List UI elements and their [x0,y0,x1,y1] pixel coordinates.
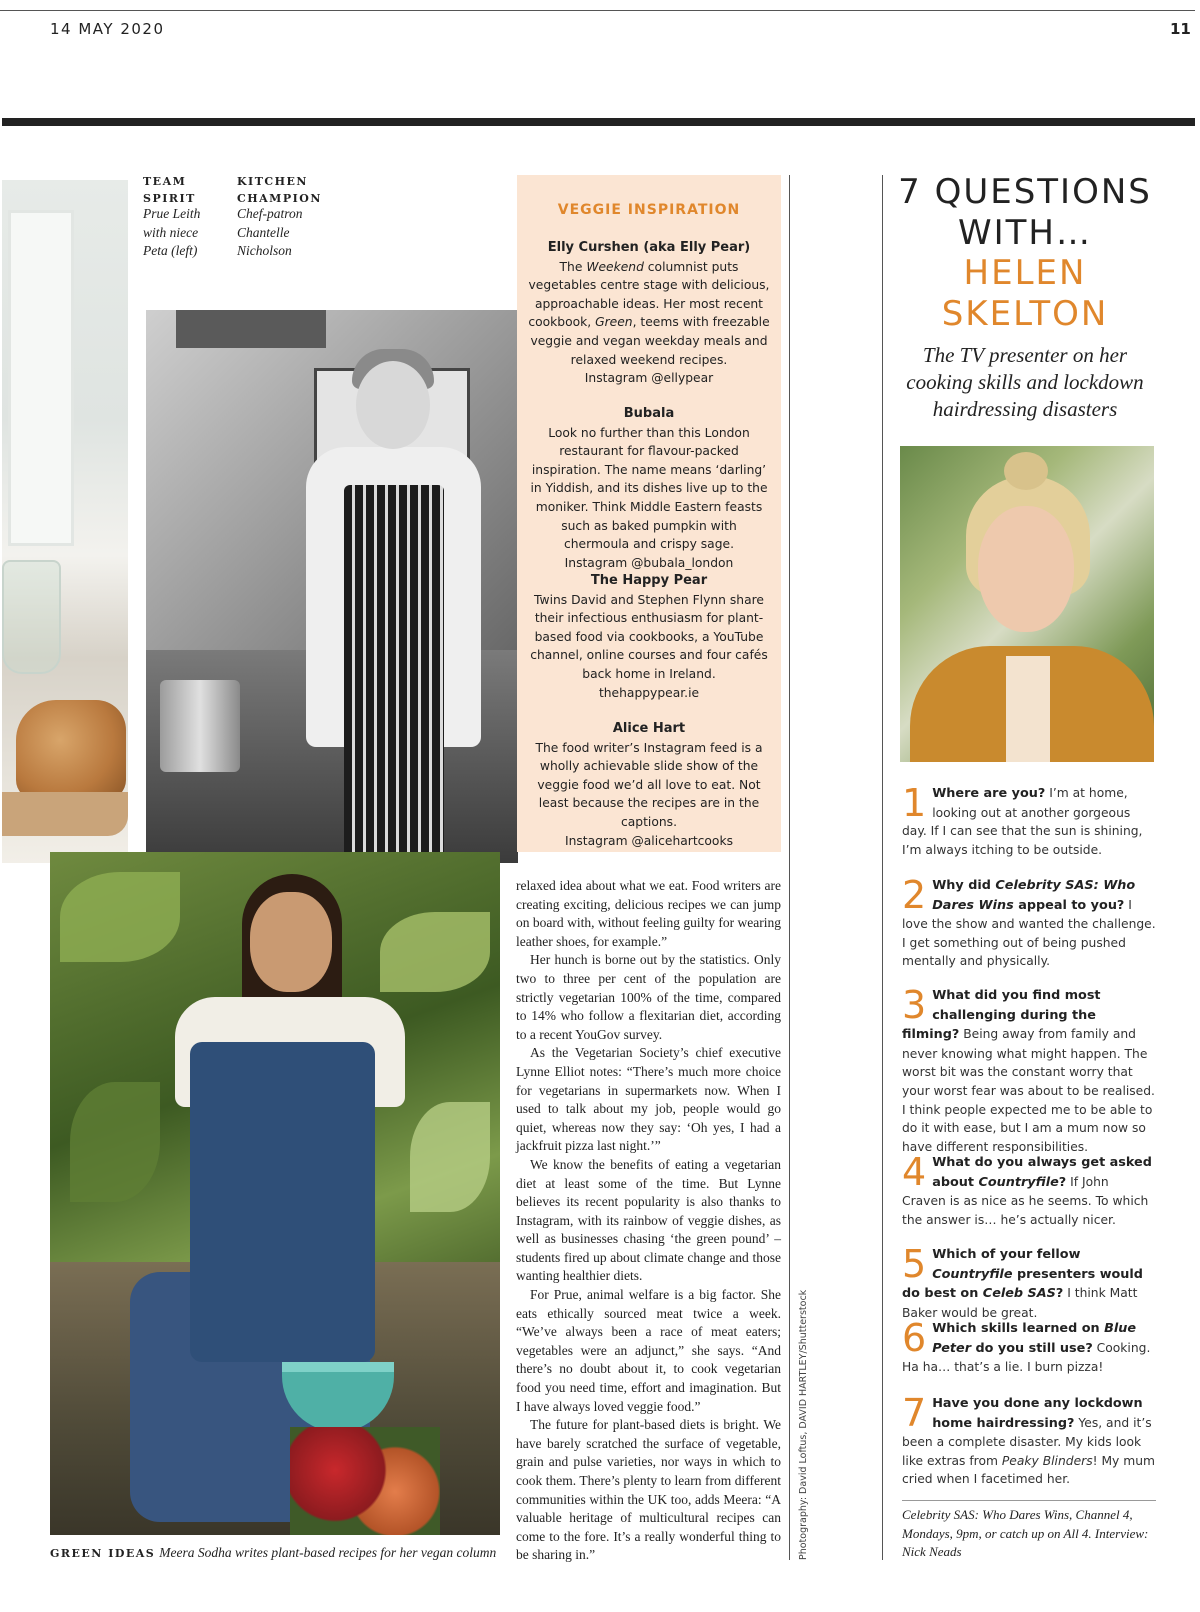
question-number: 6 [902,1316,927,1360]
qa-item [902,1391,1156,1489]
entry-name: Alice Hart [612,721,686,736]
photo-credit [797,1290,813,1560]
entry-description: The food writer’s Instagram feed is a wholly achievable slide show of the veggie food we’d all love to eat. Not least because the recipes are in the captions. [535,740,763,829]
column-rule [789,175,790,1560]
q-italic: Countryfile [978,1174,1059,1190]
answer-text: I think Matt Baker would be great. [902,1286,1138,1320]
body-paragraph: For Prue, animal welfare is a big factor. She eats ethically sourced meat twice a week. “We’ve always been a race of meat eaters; vegetables were an adjunct,” she says. “And there’s no doubt about it, to cook vegetarian food you need time, effort and imagination. But I have always loved veggie food.” [516,1287,781,1414]
qa-item [902,873,1156,971]
answer-text: I’m at home, looking out at another gorgeous day. If I can see that the sun is shining, I’m always itching to be outside. [902,786,1143,857]
veggie-entry [527,572,771,702]
water-jug-shape [2,560,61,674]
caption-green-ideas [50,1544,520,1563]
qa-item [902,1150,1156,1229]
desc-text: columnist puts vegetables centre stage with delicious, approachable ideas. Her most recent cookbook, [528,259,770,330]
standfirst: The TV presenter on her cooking skills and lockdown hairdressing disasters [906,343,1144,421]
caption-text: with niece [143,224,199,240]
name-line: HELEN [963,253,1087,293]
question-number: 4 [902,1150,927,1194]
answer-text: If John Craven is as nice as he seems. To which the answer is… he’s actually nicer. [902,1174,1149,1227]
foliage-shape [60,872,180,962]
qa-item [902,1316,1156,1377]
question-number: 7 [902,1391,927,1435]
entry-handle: Instagram @alicehartcooks [564,833,733,848]
q-part: appeal to you? [1013,897,1125,913]
question-text [932,786,1045,801]
answer-italic: Peaky Blinders [1001,1453,1093,1468]
entry-handle: Instagram @bubala_london [564,555,734,570]
q-part: ? [1058,1174,1067,1190]
pot-shape [160,680,240,772]
window-shape [8,210,74,546]
body-paragraph: As the Vegetarian Society’s chief executive Lynne Elliot notes: “There’s much more choice for vegetarians in supermarkets now. When I used to talk about my job, people would go quiet, whereas now they say: ‘Oh yes, I had a jackfruit pizza last night.’” [516,1045,781,1154]
desc-italic: Green [595,315,633,330]
chopping-board-shape [2,792,128,836]
title-line: 7 QUESTIONS [898,172,1152,212]
veggie-entry [527,720,771,850]
show-footnote: Celebrity SAS: Who Dares Wins, Channel 4, Mondays, 9pm, or catch up on All 4. Interview: Nick Neads [902,1507,1149,1559]
caption-label: TEAM [143,175,187,188]
caption-text: Meera Sodha writes plant-based recipes for her vegan column [159,1545,497,1560]
footnote-rule [902,1500,1156,1501]
entry-description [527,258,771,370]
article-body [516,877,781,1565]
body-paragraph: relaxed idea about what we eat. Food writers are creating exciting, delicious recipes we can jump on board with, without feeling guilty for wearing leather shoes, for example.” [516,878,781,949]
entry-description: Twins David and Stephen Flynn share their infectious enthusiasm for plant-based food via cookbooks, a YouTube channel, online courses and four cafés back home in Ireland. [530,592,768,681]
question-text [932,878,1135,913]
caption-label: CHAMPION [237,192,322,205]
foliage-shape [70,1082,160,1202]
q-part: ? [1055,1286,1064,1302]
meera-apron [190,1042,375,1362]
chef-head [356,361,430,449]
kitchen-food-photo [2,180,128,863]
entry-handle: Instagram @ellypear [584,371,714,386]
caption-kitchen-champion [237,175,347,261]
veggie-entry [527,239,771,388]
helen-face [978,506,1074,632]
helen-top [1006,656,1050,762]
photo-credit-text: Photography: David Loftus, DAVID HARTLEY/Shutterstock [798,1289,809,1560]
caption-team-spirit [143,175,233,261]
q-part: Why did [932,878,996,893]
answer-text: I love the show and wanted the challenge. I get something out of being pushed mentally and physically. [902,897,1156,969]
q-part: do you still use? [971,1340,1093,1356]
qa-item [902,1242,1156,1322]
answer-text: Being away from family and never knowing what might happen. The worst bit was the constant worry that your worst fear was about to be realised. I think people expected me to be able to do it with ease, but I am a mum now so have different responsibilities. [902,1027,1155,1154]
q-part: Which of your fellow [932,1247,1081,1262]
q-part: Where are you? [932,786,1046,801]
body-paragraph: The future for plant-based diets is bright. We have barely scratched the surface of vegetable, grain and pulse varieties, nor ways in which to cook them. There’s plenty to learn from different communities within the UK too, adds Meera: “A valuable heritage of multicultural recipes can come to the fore. It’s a really wonderful thing to be sharing in.” [516,1417,781,1563]
q-part: What did you find most challenging during the filming? [902,988,1101,1043]
top-rule [0,10,1195,11]
shelf-shape [176,310,326,348]
caption-label: SPIRIT [143,192,196,205]
header-divider [2,118,1195,126]
answer-text: Yes, and it’s been a complete disaster. My kids look like extras from [902,1415,1152,1468]
veggie-inspiration-box [517,175,781,852]
veggie-entry [527,405,771,572]
caption-text: Nicholson [237,243,292,258]
qa-item [902,781,1156,859]
entry-description: Look no further than this London restaurant for flavour-packed inspiration. The name means ‘darling’ in Yiddish, and its dishes live up to the moniker. Think Middle Eastern feasts such as baked pumpkin with chermoula and crispy sage. [530,425,768,552]
bread-loaf-shape [16,700,126,800]
caption-label: GREEN IDEAS [50,1547,156,1560]
body-paragraph: Her hunch is borne out by the statistics. Only two to three per cent of the population are strictly vegetarian 100% of the time, compared to 14% who follow a flexitarian diet, according to a recent YouGov survey. [516,952,781,1042]
column-rule [882,175,883,1560]
caption-label: KITCHEN [237,175,308,188]
page-number: 11 [1170,20,1191,38]
name-line: SKELTON [941,294,1109,334]
answer-text: ! My mum cried when I facetimed her. [902,1453,1155,1487]
meera-sodha-photo [50,852,500,1535]
question-text [932,1155,1152,1190]
entry-name: Elly Curshen (aka Elly Pear) [547,240,751,255]
caption-text: Chantelle [237,224,290,240]
foliage-shape [380,912,490,992]
hair-bun [1004,452,1048,490]
interviewee-name [890,253,1160,335]
q-part: Which skills learned on [932,1321,1105,1336]
questions-title [890,172,1160,254]
chef-figure [296,355,486,863]
desc-text: The [559,259,587,274]
desc-italic: Weekend [586,259,644,274]
question-number: 5 [902,1242,927,1286]
vegetables-shape [290,1427,440,1535]
entry-name: Bubala [623,406,675,421]
q-part: presenters would do best on [902,1266,1143,1302]
helen-skelton-photo [900,446,1154,762]
q-italic: Countryfile [932,1266,1013,1282]
body-paragraph: We know the benefits of eating a vegetarian diet at least some of the time. But Lynne believes its recent popularity is also thanks to Instagram, with its rainbow of veggie dishes, as well as businesses chasing ‘the green pound’ – students fired up about climate change and those wanting healthier diets. [516,1156,781,1284]
title-line: WITH… [958,213,1092,253]
meera-face [250,892,332,992]
question-number: 2 [902,873,927,917]
entry-handle: thehappypear.ie [598,685,700,700]
answer-text: Cooking. Ha ha… that’s a lie. I burn pizza! [902,1340,1151,1375]
q-part: What do you always get asked about [932,1155,1152,1190]
entry-name: The Happy Pear [590,573,708,588]
q-italic: Celebrity SAS: Who Dares Wins [932,878,1136,913]
caption-text: Prue Leith [143,206,201,221]
issue-date: 14 MAY 2020 [50,20,165,38]
chef-photo [146,310,518,863]
desc-text: , teems with freezable veggie and vegan weekday meals and relaxed weekend recipes. [530,315,770,367]
foliage-shape [410,1102,490,1212]
question-number: 3 [902,983,927,1027]
q-part: Have you done any lockdown home hairdressing? [932,1396,1143,1431]
caption-text: Peta (left) [143,243,198,258]
box-heading: VEGGIE INSPIRATION [557,202,741,218]
qa-item [902,983,1156,1156]
q-italic: Blue Peter [932,1321,1137,1356]
striped-apron [344,485,444,863]
q-italic: Celeb SAS [982,1286,1056,1302]
question-number: 1 [902,781,927,825]
caption-text: Chef-patron [237,206,303,221]
